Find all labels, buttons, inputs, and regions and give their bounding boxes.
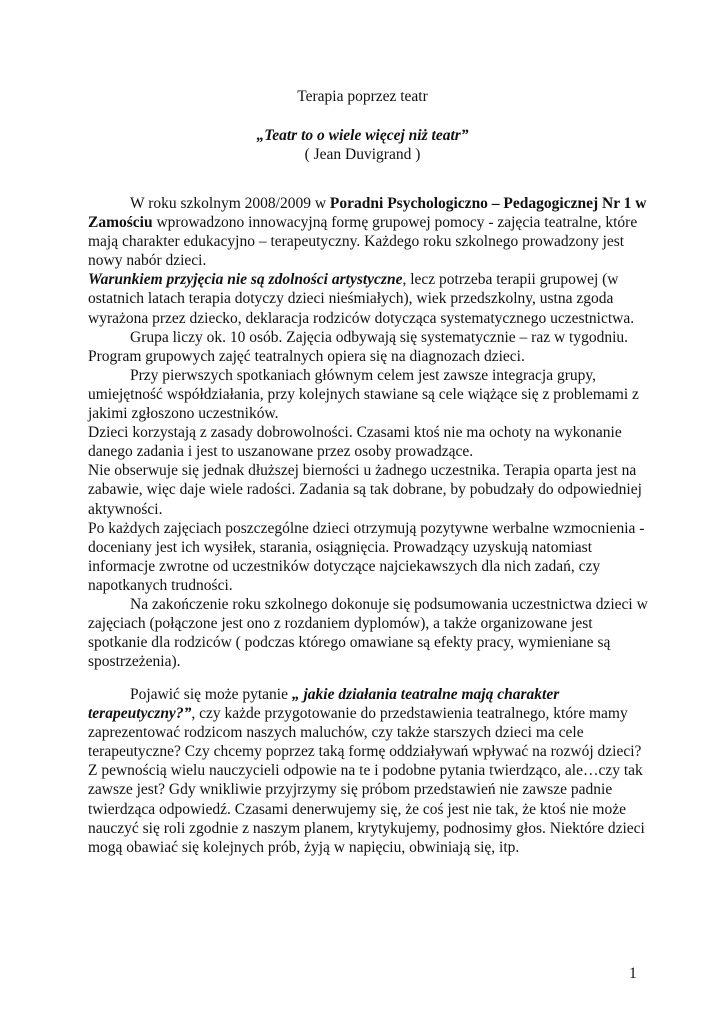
paragraph-5: Dzieci korzystają z zasady dobrowolności. Czasami ktoś nie ma ochoty na wykonanie danego zadania i jest to uszanowane przez osoby prowadzące. [88, 424, 622, 461]
paragraph-3: Grupa liczy ok. 10 osób. Zajęcia odbywają się systematycznie – raz w tygodniu. Program grupowych zajęć teatralnych opiera się na diagnozach dzieci. [88, 328, 629, 365]
institution-name: Poradni Psychologiczno – Pedagogicznej Nr 1 w Zamościu [88, 195, 647, 232]
paragraph-1 [88, 194, 650, 270]
motto-quote: „Teatr to o wiele więcej niż teatr” [256, 127, 469, 144]
paragraph-9 [88, 685, 650, 761]
paragraph-9-text-end: , czy każde przygotowanie do przedstawienia teatralnego, które mamy zaprezentować rodzicom naszych maluchów, czy także starszych dzieci ma cele terapeutyczne? Czy chcemy poprzez taką formę oddziaływań wpływać na rozwój dzieci? [88, 705, 642, 761]
paragraph-6: Nie obserwuje się jednak dłuższej bierności u żadnego uczestnika. Terapia oparta jest na zabawie, więc daje wiele radości. Zadania są tak dobrane, by pobudzały do odpowiedniej aktywności. [88, 462, 642, 518]
paragraph-1-text: W roku szkolnym 2008/2009 w [130, 195, 330, 212]
paragraph-2-emphasis: Warunkiem przyjęcia nie są zdolności artystyczne [88, 271, 403, 289]
paragraph-8: Na zakończenie roku szkolnego dokonuje się podsumowania uczestnictwa dzieci w zajęciach (połączone jest ono z rozdaniem dyplomów), a także organizowane jest spotkanie dla rodziców ( podczas którego omawiane są efekty pracy, wymieniane są spostrzeżenia). [88, 595, 648, 671]
paragraph-2 [88, 270, 650, 327]
document-title: Terapia poprzez teatr [297, 88, 428, 105]
body-section-2 [88, 685, 650, 857]
paragraph-7: Po każdych zajęciach poszczególne dzieci otrzymują pozytywne werbalne wzmocnienia - doceniany jest ich wysiłek, starania, osiągnięcia. Prowadzący uzyskują natomiast informacje zwrotne od uczestników dotyczące najciekawszych dla nich zadań, czy napotkanych trudności. [88, 519, 645, 594]
paragraph-10: Z pewnością wielu nauczycieli odpowie na te i podobne pytania twierdząco, ale…czy tak zawsze jest? Gdy wnikliwie przyjrzymy się próbom przedstawień nie zawsze padnie twierdząca odpowiedź. Czasami denerwujemy się, że coś jest nie tak, że ktoś nie może nauczyć się roli zgodnie z naszym planem, krytykujemy, podnosimy głos. Niektóre dzieci mogą obawiać się kolejnych prób, żyją w napięciu, obwiniają się, itp. [88, 762, 645, 856]
motto-author: ( Jean Duvigrand ) [304, 146, 421, 163]
paragraph-9-text: Pojawić się może pytanie [130, 686, 292, 703]
page-number: 1 [629, 965, 637, 982]
paragraph-9-question: „ jakie działania teatralne mają charakter terapeutyczny?” [88, 686, 560, 723]
motto [0, 126, 725, 164]
body-section-1 [88, 194, 650, 671]
paragraph-2-text: , lecz potrzeba terapii grupowej (w ostatnich latach terapia dotyczy dzieci nieśmiałych), wiek przedszkolny, ustna zgoda wyrażona przez dziecko, deklaracja rodziców dotycząca systematycznego uczestnictwa. [88, 271, 635, 327]
paragraph-4: Przy pierwszych spotkaniach głównym celem jest zawsze integracja grupy, umiejętność współdziałania, przy kolejnych stawiane są cele wiążące się z problemami z jakimi zgłoszono uczestników. [88, 366, 639, 423]
paragraph-1-text-end: wprowadzono innowacyjną formę grupowej pomocy - zajęcia teatralne, które mają charakter edukacyjno – terapeutyczny. Każdego roku szkolnego prowadzony jest nowy nabór dzieci. [88, 214, 638, 270]
